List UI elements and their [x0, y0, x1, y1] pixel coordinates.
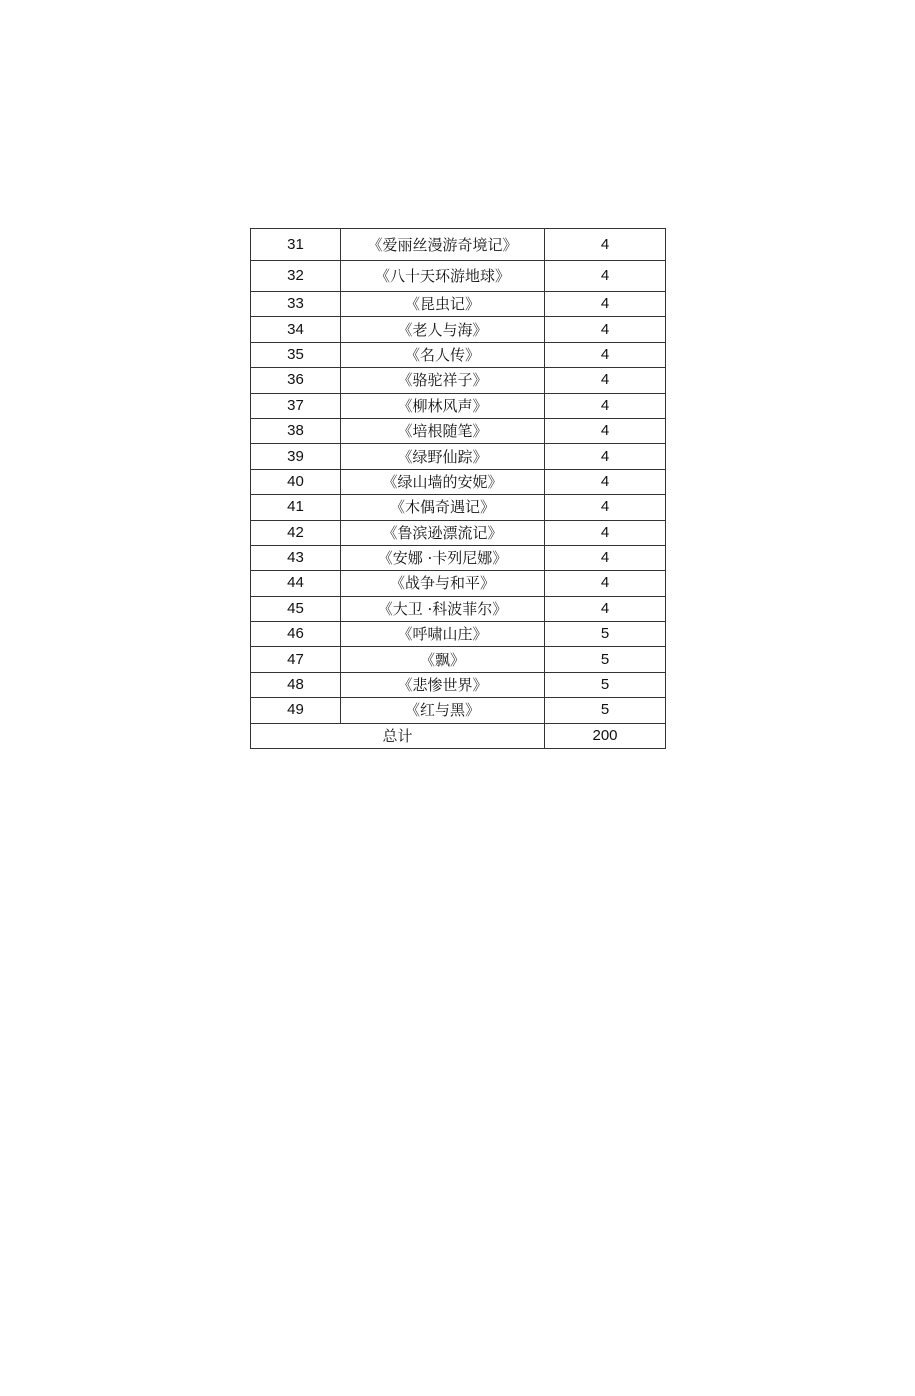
row-number: 31: [251, 229, 341, 261]
book-title: 《大卫 ·科波菲尔》: [341, 596, 545, 621]
table-row: [251, 393, 666, 418]
book-quantity: 5: [545, 647, 666, 672]
book-quantity: 4: [545, 520, 666, 545]
book-title: 《培根随笔》: [341, 418, 545, 443]
total-row: [251, 723, 666, 748]
table-row: [251, 647, 666, 672]
book-quantity: 4: [545, 261, 666, 292]
book-title: 《飘》: [341, 647, 545, 672]
book-title: 《悲惨世界》: [341, 672, 545, 697]
row-number: 49: [251, 698, 341, 723]
row-number: 39: [251, 444, 341, 469]
book-quantity: 4: [545, 571, 666, 596]
book-list-table: [250, 228, 666, 749]
book-quantity: 4: [545, 317, 666, 342]
row-number: 47: [251, 647, 341, 672]
book-title: 《绿山墙的安妮》: [341, 469, 545, 494]
book-title: 《木偶奇遇记》: [341, 495, 545, 520]
book-quantity: 5: [545, 672, 666, 697]
book-title: 《柳林风声》: [341, 393, 545, 418]
table-row: [251, 596, 666, 621]
row-number: 33: [251, 292, 341, 317]
row-number: 46: [251, 622, 341, 647]
book-quantity: 5: [545, 698, 666, 723]
table-row: [251, 469, 666, 494]
book-title: 《绿野仙踪》: [341, 444, 545, 469]
table-row: [251, 229, 666, 261]
book-quantity: 5: [545, 622, 666, 647]
book-quantity: 4: [545, 229, 666, 261]
table-body: [251, 229, 666, 749]
row-number: 35: [251, 342, 341, 367]
table-row: [251, 545, 666, 570]
row-number: 44: [251, 571, 341, 596]
row-number: 38: [251, 418, 341, 443]
book-title: 《骆驼祥子》: [341, 368, 545, 393]
book-quantity: 4: [545, 545, 666, 570]
table-row: [251, 368, 666, 393]
table-row: [251, 292, 666, 317]
table-row: [251, 342, 666, 367]
book-quantity: 4: [545, 292, 666, 317]
table-row: [251, 261, 666, 292]
book-quantity: 4: [545, 393, 666, 418]
row-number: 45: [251, 596, 341, 621]
book-title: 《呼啸山庄》: [341, 622, 545, 647]
book-quantity: 4: [545, 342, 666, 367]
row-number: 40: [251, 469, 341, 494]
row-number: 43: [251, 545, 341, 570]
table-row: [251, 622, 666, 647]
table-row: [251, 672, 666, 697]
table-row: [251, 571, 666, 596]
book-quantity: 4: [545, 368, 666, 393]
row-number: 41: [251, 495, 341, 520]
row-number: 42: [251, 520, 341, 545]
book-title: 《红与黑》: [341, 698, 545, 723]
row-number: 48: [251, 672, 341, 697]
row-number: 36: [251, 368, 341, 393]
table-row: [251, 698, 666, 723]
book-title: 《八十天环游地球》: [341, 261, 545, 292]
total-value: 200: [545, 723, 666, 748]
book-title: 《昆虫记》: [341, 292, 545, 317]
book-quantity: 4: [545, 418, 666, 443]
book-quantity: 4: [545, 596, 666, 621]
book-title: 《鲁滨逊漂流记》: [341, 520, 545, 545]
total-label: 总计: [251, 723, 545, 748]
table-row: [251, 317, 666, 342]
row-number: 37: [251, 393, 341, 418]
book-quantity: 4: [545, 495, 666, 520]
row-number: 32: [251, 261, 341, 292]
book-quantity: 4: [545, 444, 666, 469]
table-row: [251, 444, 666, 469]
book-quantity: 4: [545, 469, 666, 494]
table-row: [251, 418, 666, 443]
book-title: 《战争与和平》: [341, 571, 545, 596]
table-row: [251, 520, 666, 545]
book-title: 《老人与海》: [341, 317, 545, 342]
book-title: 《名人传》: [341, 342, 545, 367]
book-title: 《爱丽丝漫游奇境记》: [341, 229, 545, 261]
book-list-table-container: [250, 228, 666, 749]
book-title: 《安娜 ·卡列尼娜》: [341, 545, 545, 570]
table-row: [251, 495, 666, 520]
row-number: 34: [251, 317, 341, 342]
